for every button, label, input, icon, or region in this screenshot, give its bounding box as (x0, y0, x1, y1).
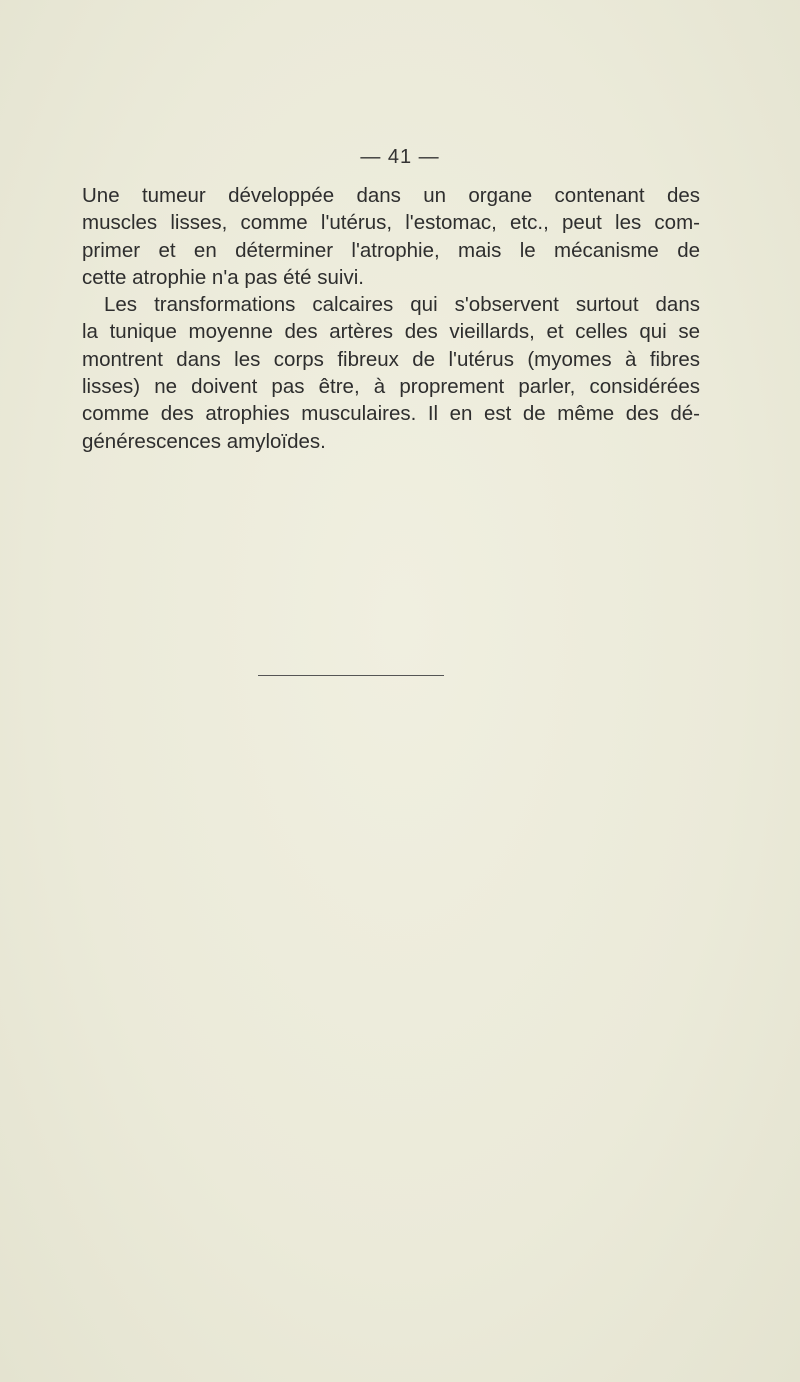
bleed-through-text (0, 632, 800, 1052)
text-line: générescences amyloïdes. (82, 429, 326, 453)
page-number: — 41 — (360, 146, 440, 168)
text-line: lisses) ne doivent pas être, à proprement parler, considérées (82, 375, 700, 399)
text-line: la tunique moyenne des artères des vieillards, et celles qui se (82, 320, 700, 344)
text-line: cette atrophie n'a pas été suivi. (82, 265, 364, 289)
text-line: Les transformations calcaires qui s'observent surtout dans (104, 293, 700, 317)
text-line: comme des atrophies musculaires. Il en est de même des dé- (82, 402, 700, 426)
text-line: montrent dans les corps fibreux de l'utérus (myomes à fibres (82, 347, 700, 371)
text-line: primer et en déterminer l'atrophie, mais le mécanisme de (82, 238, 700, 262)
body-text (82, 182, 700, 455)
text-line: muscles lisses, comme l'utérus, l'estomac, etc., peut les com- (82, 211, 700, 235)
section-divider (258, 675, 444, 676)
text-line: Une tumeur développée dans un organe contenant des (82, 184, 700, 207)
